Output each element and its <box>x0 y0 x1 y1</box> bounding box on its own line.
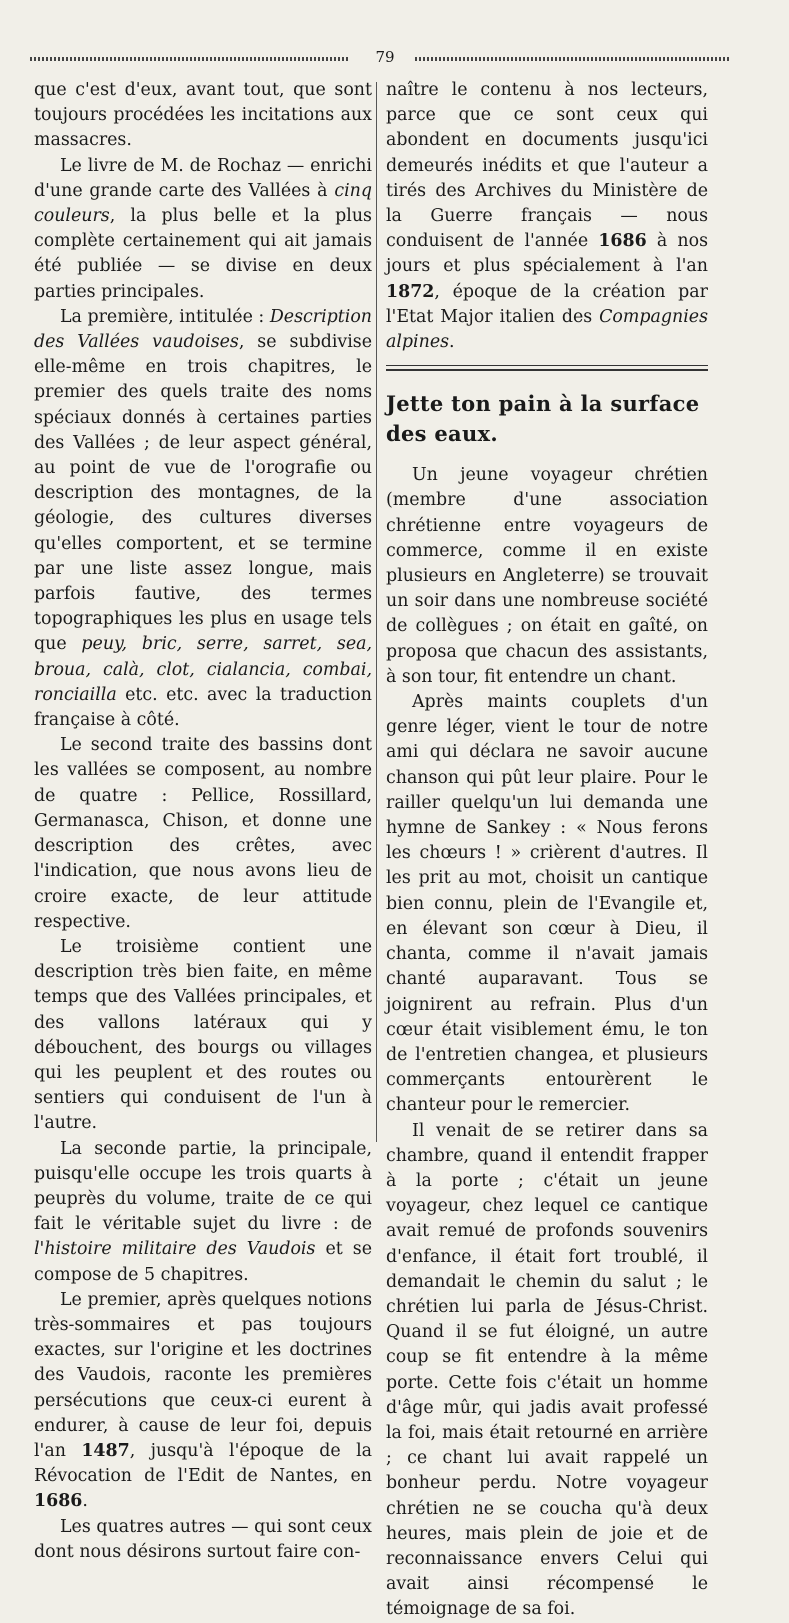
section-title: Jette ton pain à la surface des eaux. <box>386 391 700 447</box>
paragraph: Un jeune voyageur chrétien (membre d'une association chrétienne entre voyageurs de commerce, comme il en existe plusieurs en Angleterre) se trouvait un soir dans une nombreuse société de collègues ; on était en gaîté, on proposa que chacun des assistants, à son tour, fit entendre un chant. <box>386 465 708 687</box>
right-column <box>386 78 708 1623</box>
paragraph: que c'est d'eux, avant tout, que sont toujours procédées les incitations aux massacres. <box>34 80 372 151</box>
page-number: 79 <box>375 48 395 66</box>
paragraph: Les quatres autres — qui sont ceux dont nous désirons surtout faire con- <box>34 1516 372 1562</box>
paragraph: naître le contenu à nos lecteurs, parce que ce sont ceux qui abondent en documents jusqu'ici demeurés inédits et que l'auteur a tirés des Archives du Ministère de la Guerre français — nous conduisent de l'année 1686 à nos jours et plus spécialement à l'an 1872, époque de la création par l'Etat Major italien des Compagnies alpines. <box>386 80 708 353</box>
section-separator <box>386 363 708 375</box>
paragraph: Le premier, après quelques notions très-sommaires et pas toujours exactes, sur l'origine et les doctrines des Vaudois, raconte les premières persécutions que ceux-ci eurent à endurer, à cause de leur foi, depuis l'an 1487, jusqu'à l'époque de la Révocation de l'Edit de Nantes, en 1686. <box>34 1289 372 1512</box>
paragraph: Le livre de M. de Rochaz — enrichi d'une grande carte des Vallées à cinq couleurs, la plus belle et la plus complète certainement qui ait jamais été publiée — se divise en deux parties principales. <box>34 155 372 302</box>
page-header <box>30 48 730 68</box>
paragraph: Le second traite des bassins dont les vallées se composent, au nombre de quatre : Pellice, Rossillard, Germanasca, Chison, et donne une description des crêtes, avec l'indication, que nous avons lieu de croire exacte, de leur attitude respective. <box>34 735 372 932</box>
header-ornament-left <box>30 57 350 61</box>
column-divider <box>376 82 377 1142</box>
header-ornament-right <box>415 57 730 61</box>
paragraph: La première, intitulée : Description des Vallées vaudoises, se subdivise elle-même en trois chapitres, le premier des quels traite des noms spéciaux donnés à certaines parties des Vallées ; de leur aspect général, au point de vue de l'orografie ou description des montagnes, de la géologie, des cultures diverses qu'elles comportent, et se termine par une liste assez longue, mais parfois fautive, des termes topographiques les plus en usage tels que peuy, bric, serre, sarret, sea, broua, calà, clot, cialancia, combai, ronciailla etc. etc. avec la traduction française à côté. <box>34 306 373 731</box>
paragraph: Après maints couplets d'un genre léger, vient le tour de notre ami qui déclara ne savoir aucune chanson qui pût leur plaire. Pour le railler quelqu'un lui demanda une hymne de Sankey : « Nous ferons les chœurs ! » crièrent d'autres. Il les prit au mot, choisit un cantique bien connu, plein de l'Evangile et, en élevant son cœur à Dieu, il chanta, comme il n'avait jamais chanté auparavant. Tous se joignirent au refrain. Plus d'un cœur était visiblement ému, le ton de l'entretien changea, et plusieurs commerçants entourèrent le chanteur pour le remercier. <box>386 692 708 1116</box>
paragraph: Il venait de se retirer dans sa chambre, quand il entendit frapper à la porte ; c'était un jeune voyageur, chez lequel ce cantique avait remué de profonds souvenirs d'enfance, il était fort troublé, il demandait le chemin du salut ; le chrétien lui parla de Jésus-Christ. Quand il se fut éloigné, un autre coup se fit entendre à la même porte. Cette fois c'était un homme d'âge mûr, qui jadis avait professé la foi, mais était retourné en arrière ; ce chant lui avait rappelé un bonheur perdu. Notre voyageur chrétien ne se coucha qu'à deux heures, mais plein de joie et de reconnaissance envers Celui qui avait ainsi récompensé le témoignage de sa foi. <box>386 1120 708 1620</box>
left-column <box>34 78 372 1565</box>
paragraph: Le troisième contient une description très bien faite, en même temps que des Vallées principales, et des vallons latéraux qui y débouchent, des bourgs ou villages qui les peuplent et des routes ou sentiers qui conduisent de l'un à l'autre. <box>34 936 372 1134</box>
paragraph: La seconde partie, la principale, puisqu'elle occupe les trois quarts à peuprès du volume, traite de ce qui fait le véritable sujet du livre : de l'histoire militaire des Vaudois et se compose de 5 chapitres. <box>34 1138 372 1285</box>
